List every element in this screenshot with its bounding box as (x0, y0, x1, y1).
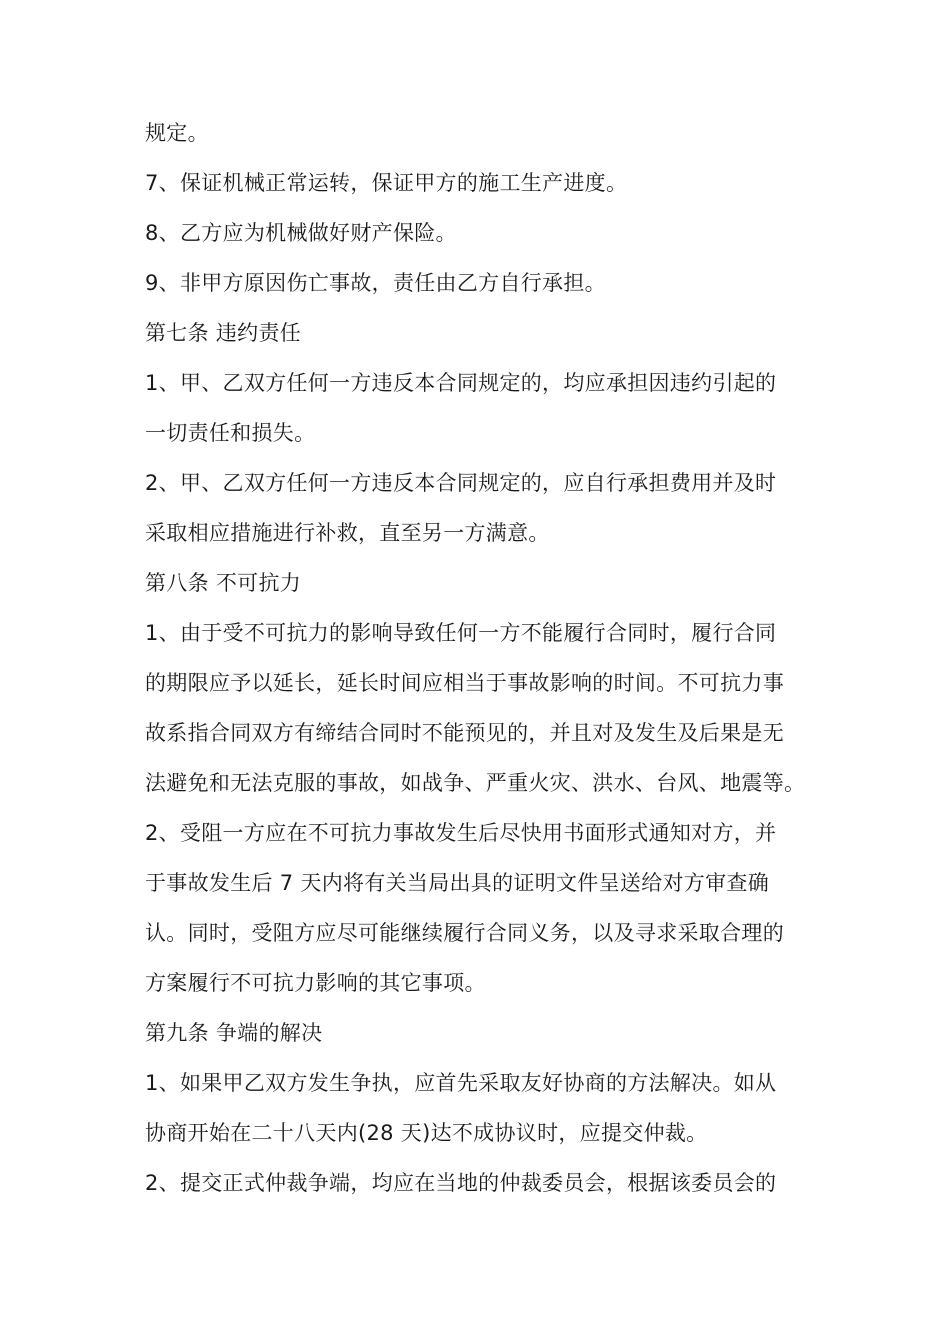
list-item: 2、提交正式仲裁争端，均应在当地的仲裁委员会，根据该委员会的 (145, 1171, 777, 1195)
list-item: 2、甲、乙双方任何一方违反本合同规定的，应自行承担费用并及时 (145, 471, 777, 495)
text-line: 故系指合同双方有缔结合同时不能预见的，并且对及发生及后果是无 (145, 721, 784, 745)
list-item: 8、乙方应为机械做好财产保险。 (145, 221, 457, 245)
text-line: 法避免和无法克服的事故，如战争、严重火灾、洪水、台风、地震等。 (145, 771, 806, 795)
section-heading: 第七条 违约责任 (145, 321, 302, 345)
list-item: 1、如果甲乙双方发生争执，应首先采取友好协商的方法解决。如从 (145, 1071, 777, 1095)
text-line: 于事故发生后 7 天内将有关当局出具的证明文件呈送给对方审查确 (145, 871, 770, 895)
list-item: 1、甲、乙双方任何一方违反本合同规定的，均应承担因违约引起的 (145, 371, 777, 395)
text-line: 的期限应予以延长，延长时间应相当于事故影响的时间。不可抗力事 (145, 671, 784, 695)
list-item: 9、非甲方原因伤亡事故，责任由乙方自行承担。 (145, 271, 606, 295)
text-line: 规定。 (145, 121, 209, 145)
text-line: 协商开始在二十八天内(28 天)达不成协议时，应提交仲裁。 (145, 1121, 708, 1145)
section-heading: 第九条 争端的解决 (145, 1021, 323, 1045)
document-body (145, 108, 815, 1208)
text-line: 方案履行不可抗力影响的其它事项。 (145, 971, 486, 995)
section-heading: 第八条 不可抗力 (145, 571, 302, 595)
text-line: 认。同时，受阻方应尽可能继续履行合同义务，以及寻求采取合理的 (145, 921, 784, 945)
list-item: 1、由于受不可抗力的影响导致任何一方不能履行合同时，履行合同 (145, 621, 777, 645)
list-item: 2、受阻一方应在不可抗力事故发生后尽快用书面形式通知对方，并 (145, 821, 777, 845)
text-line: 一切责任和损失。 (145, 421, 316, 445)
list-item: 7、保证机械正常运转，保证甲方的施工生产进度。 (145, 171, 628, 195)
text-line: 采取相应措施进行补救，直至另一方满意。 (145, 521, 550, 545)
